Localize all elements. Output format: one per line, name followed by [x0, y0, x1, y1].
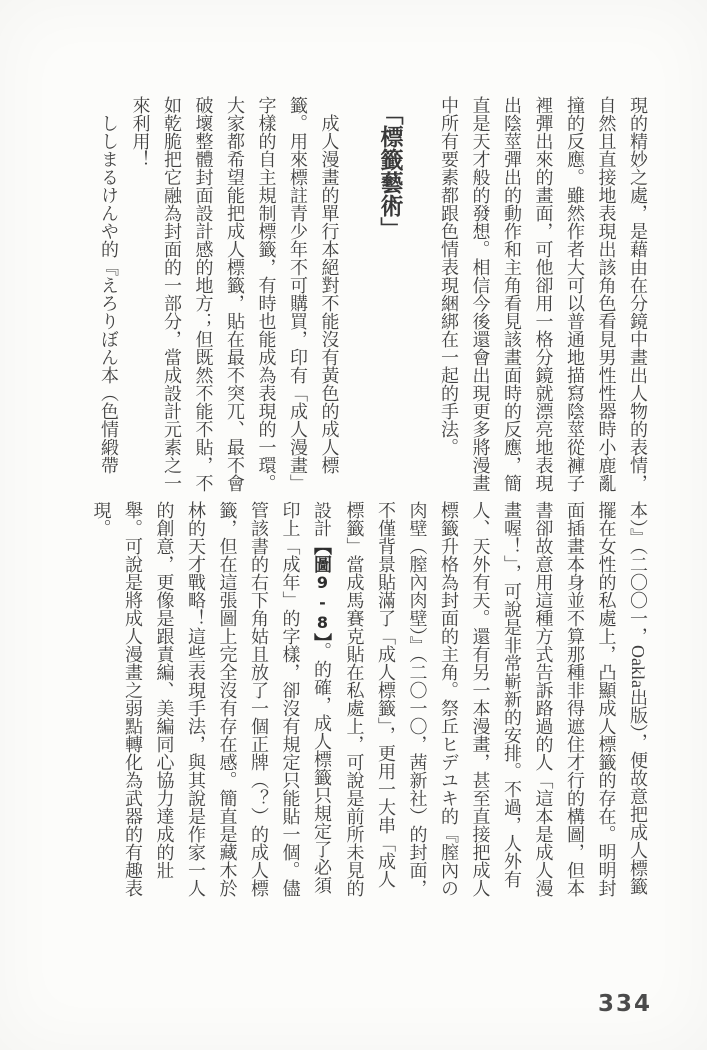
paragraph-label-examples	[85, 501, 653, 901]
paragraph-framing-technique: 現的精妙之處，是藉由在分鏡中畫出人物的表情，自然且直接地表現出該角色看見男性性器時小鹿亂撞的反應。雖然作者大可以普通地描寫陰莖從褲子裡彈出來的畫面，可他卻用一格分鏡就漂亮地表現出陰莖彈出的動作和主角看見該畫面時的反應，簡直是天才般的發想。相信今後還會出現更多將漫畫中所有要素都跟色情表現綑綁在一起的手法。	[439, 96, 648, 492]
figure-ref-close-bracket: 】	[312, 633, 332, 642]
section-heading-label-art: 「標籤藝術」	[377, 102, 403, 240]
page-number: 334	[597, 991, 652, 1017]
top-text-block	[48, 96, 653, 495]
figure-ref-number: 9-8	[313, 573, 332, 633]
paragraph-adult-label: 成人漫畫的單行本絕對不能沒有黃色的成人標籤。用來標註青少年不可購買，印有「成人漫畫」字樣的自主規制標籤，有時也能成為表現的一環。大家都希望能把成人標籤，貼在最不突兀、最不會破壞整體封面設計感的地方；但既然不能不貼，不如乾脆把它融為封面的一部分，當成設計元素之一來利用！	[130, 96, 340, 492]
figure-reference	[312, 537, 332, 642]
body-text-after-figure-ref: 。的確，成人標籤只規定了必須印上「成年」的字樣，卻沒有規定只能貼一個。儘管該書的右下角姑且放了一個正牌（？）的成人標籤，但在這張圖上完全沒有存在感。簡直是藏木於林的天才戰略！這些表現手法，與其說是作家一人的創意，更像是跟責編、美編同心協力達成的壯舉。可說是將成人漫畫之弱點轉化為武器的有趣表現。	[91, 501, 332, 897]
figure-ref-open-bracket: 【圖	[312, 537, 332, 573]
bottom-text-block	[48, 501, 653, 901]
paragraph-shishimaru: ししまるけんや的『えろりぼん本（色情緞帶	[99, 114, 119, 474]
body-text-before-figure-ref: 本）』（二〇〇一，Oakla出版），便故意把成人標籤擺在女性的私處上，凸顯成人標籤的存在。明明封面插畫本身並不算那種非得遮住才行的構圖，但本書卻故意用這種方式告訴路過的人「這本是成人漫畫喔！」，可說是非常嶄新的安排。不過，人外有人、天外有天。還有另一本漫畫，甚至直接把成人標籤升格為封面的主角。祭丘ヒデユキ的『膣內の肉壁（膣內肉壁）』（二〇一〇，茜新社）的封面，不僅背景貼滿了「成人標籤」，更用一大串「成人標籤」當成馬賽克貼在私處上，可說是前所未見的設計	[312, 501, 648, 897]
